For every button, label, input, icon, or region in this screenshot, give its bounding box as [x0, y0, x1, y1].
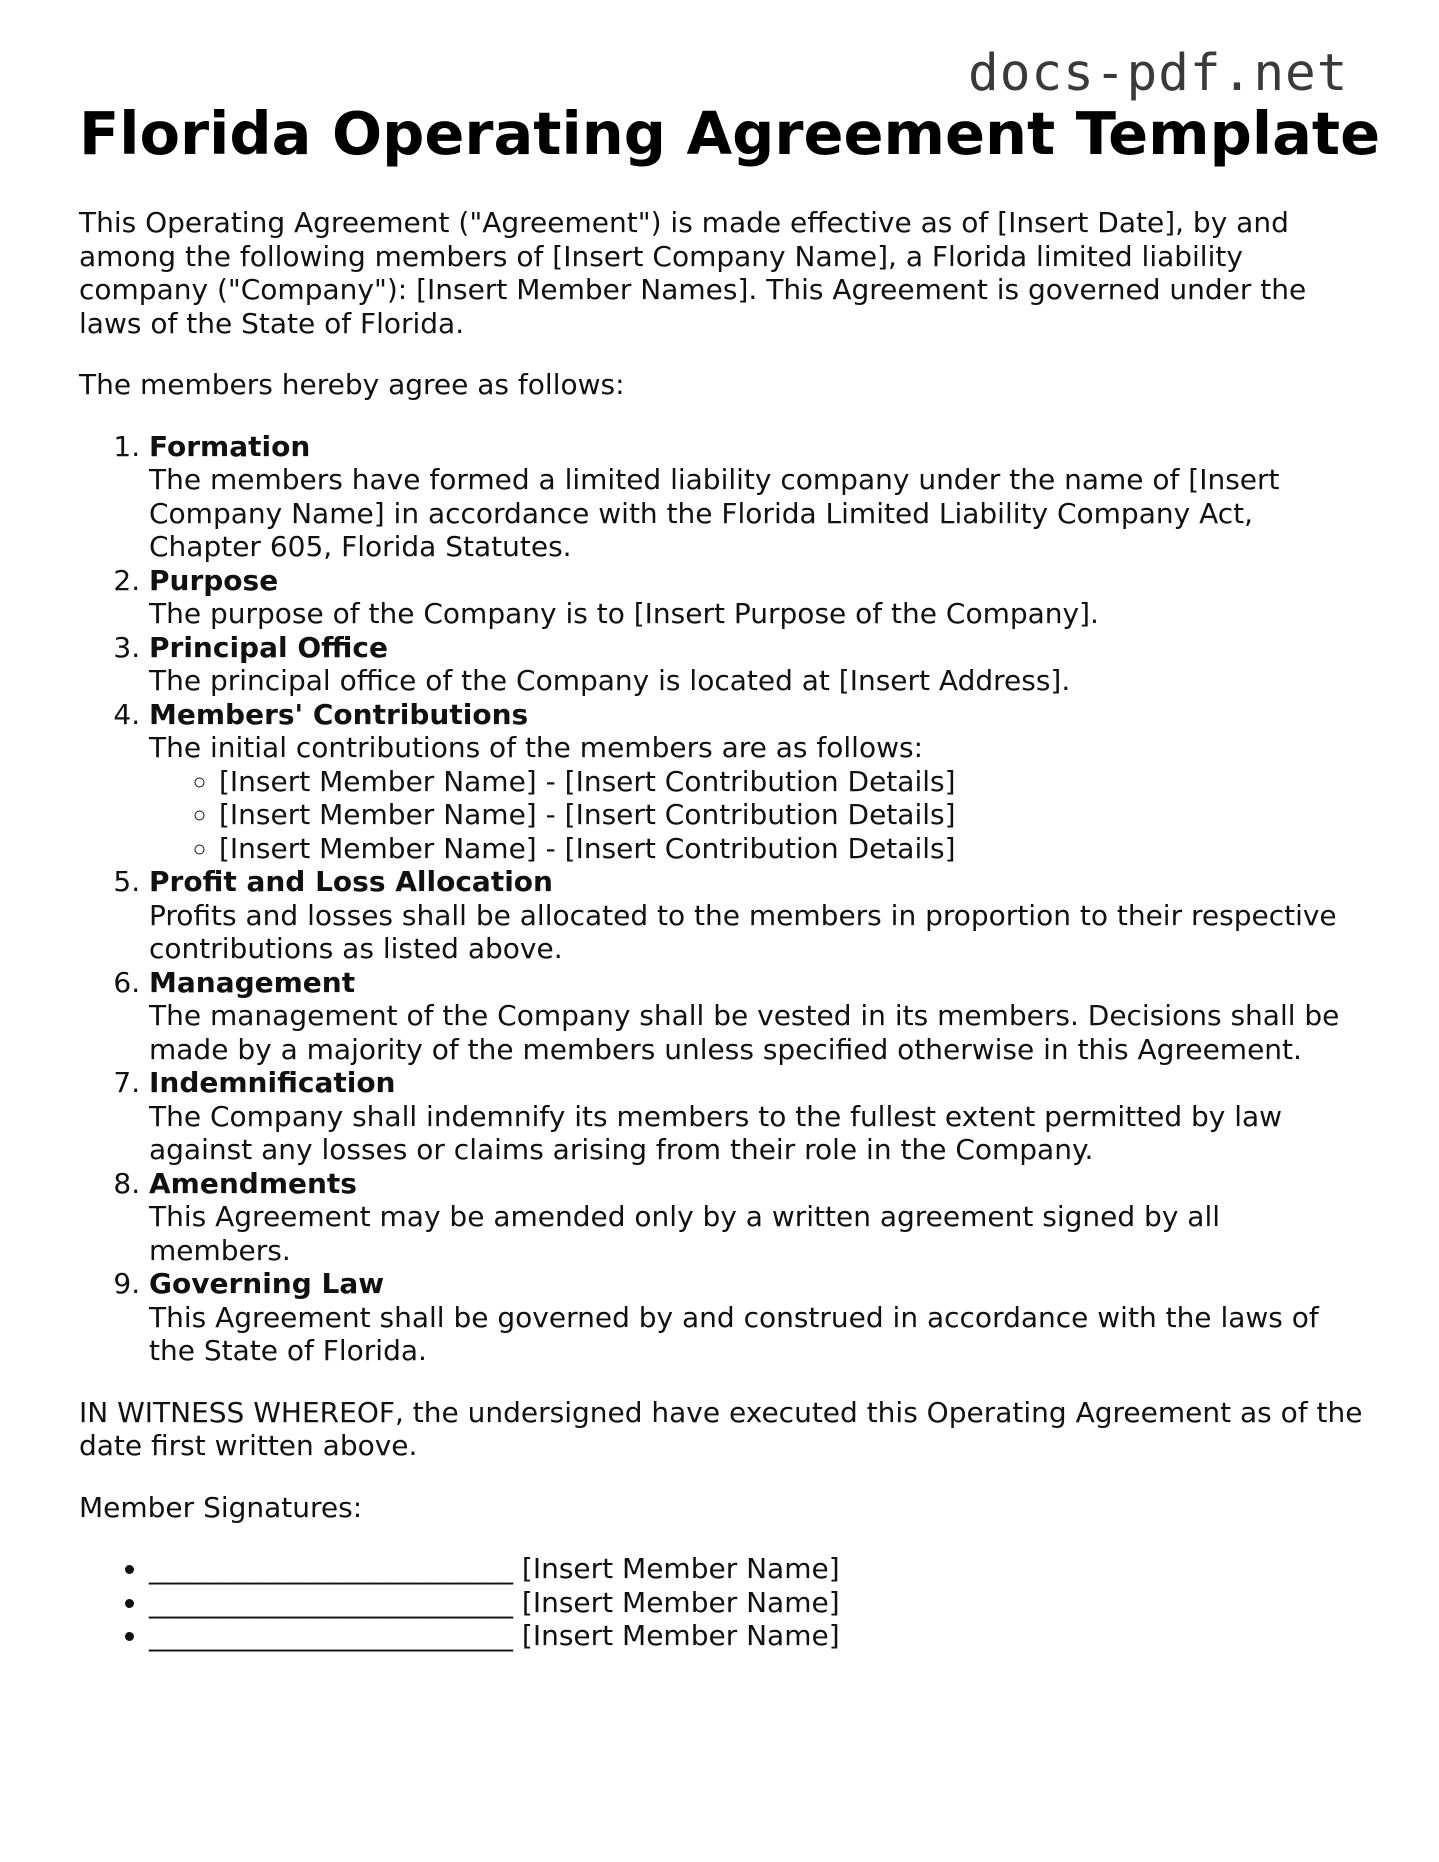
signature-name: [Insert Member Name]: [521, 1552, 840, 1585]
section-heading: 2. Purpose: [149, 563, 279, 597]
section-text: Profits and losses shall be allocated to the members in proportion to their respective contributions as listed above.: [149, 898, 1337, 965]
section-heading: 8. Amendments: [149, 1166, 357, 1200]
signature-line: __________________________: [149, 1585, 513, 1619]
signature-item: [149, 1619, 1369, 1653]
section-heading: 3. Principal Office: [149, 630, 388, 664]
signatures-label: Member Signatures:: [79, 1490, 363, 1524]
section-item: [149, 1066, 1369, 1167]
sections-list: [79, 430, 1369, 1368]
signature-item: [149, 1552, 1369, 1586]
section-heading: 6. Management: [149, 965, 356, 999]
section-text: This Agreement shall be governed by and construed in accordance with the laws of the State of Florida.: [149, 1300, 1319, 1367]
section-item: [149, 966, 1369, 1067]
section-text: The initial contributions of the members are as follows:: [149, 731, 924, 764]
intro-paragraph: This Operating Agreement ("Agreement") is made effective as of [Insert Date], by and among the following members of [Insert Company Name], a Florida limited liability company ("Company"): [Insert Member Names]. This Agreement is governed under the laws of the State of Florida.: [79, 206, 1307, 340]
section-heading: 7. Indemnification: [149, 1066, 396, 1099]
signatures-list: [79, 1552, 1369, 1653]
signature-line: __________________________: [149, 1552, 513, 1585]
contributions-list: [149, 765, 1369, 866]
section-item: [149, 430, 1369, 564]
witness-paragraph: IN WITNESS WHEREOF, the undersigned have executed this Operating Agreement as of the date first written above.: [79, 1395, 1363, 1462]
section-text: The Company shall indemnify its members to the fullest extent permitted by law against any losses or claims arising from their role in the Company.: [149, 1099, 1283, 1166]
section-item: [149, 1267, 1369, 1368]
signature-item: [149, 1586, 1369, 1620]
section-text: This Agreement may be amended only by a written agreement signed by all members.: [149, 1200, 1221, 1267]
section-item: [149, 564, 1369, 631]
document-body: [79, 206, 1369, 1653]
section-item: [149, 1167, 1369, 1268]
signature-name: [Insert Member Name]: [521, 1619, 840, 1652]
lead-paragraph: The members hereby agree as follows:: [79, 368, 625, 401]
signature-line: __________________________: [149, 1619, 513, 1652]
section-item: [149, 698, 1369, 866]
section-heading: 9. Governing Law: [149, 1267, 385, 1300]
contribution-item: ◦ [Insert Member Name] - [Insert Contribution Details]: [219, 765, 1369, 799]
section-heading: 1. Formation: [149, 429, 311, 463]
contribution-item: ◦ [Insert Member Name] - [Insert Contribution Details]: [219, 832, 1369, 866]
section-item: [149, 631, 1369, 698]
signature-name: [Insert Member Name]: [521, 1585, 840, 1619]
section-heading: 4. Members' Contributions: [149, 697, 529, 731]
section-text: The purpose of the Company is to [Insert Purpose of the Company].: [149, 597, 1099, 630]
section-text: The management of the Company shall be vested in its members. Decisions shall be made by a majority of the members unless specified otherwise in this Agreement.: [149, 999, 1340, 1066]
document-title: Florida Operating Agreement Template: [79, 99, 1381, 168]
site-watermark: docs-pdf.net: [968, 44, 1349, 103]
section-heading: 5. Profit and Loss Allocation: [149, 865, 553, 898]
section-text: The members have formed a limited liability company under the name of [Insert Company Name] in accordance with the Florida Limited Liability Company Act, Chapter 605, Florida Statutes.: [149, 463, 1280, 563]
section-item: [149, 865, 1369, 966]
contribution-item: ◦ [Insert Member Name] - [Insert Contribution Details]: [219, 798, 1369, 832]
section-text: The principal office of the Company is located at [Insert Address].: [149, 664, 1071, 697]
